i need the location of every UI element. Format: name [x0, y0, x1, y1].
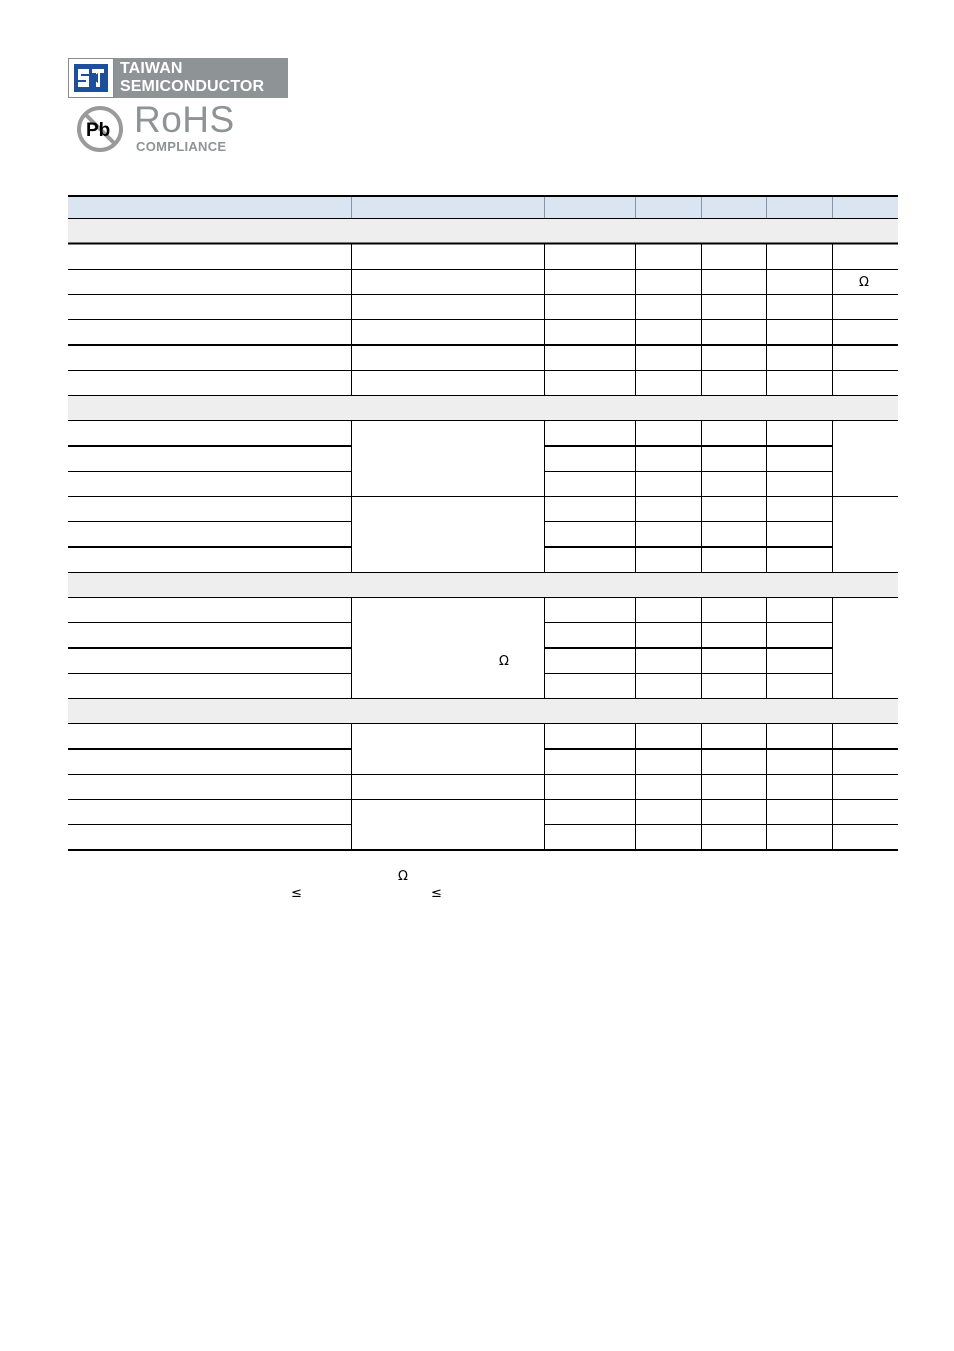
note-ohm-symbol: Ω	[398, 869, 408, 884]
table-grid	[68, 195, 898, 851]
note-le-symbol-1: ≤	[291, 886, 302, 901]
company-name-line1: TAIWAN	[120, 60, 183, 77]
company-name-line2: SEMICONDUCTOR	[120, 78, 265, 95]
company-name	[114, 58, 288, 98]
rohs-title: RoHS	[134, 99, 235, 140]
ts-mark-svg	[69, 59, 113, 97]
electrical-characteristics-table	[68, 195, 898, 851]
ts-logo-icon	[68, 58, 114, 98]
rohs-subtitle: COMPLIANCE	[136, 139, 227, 154]
section-row-4	[68, 699, 898, 723]
unit-ohm-symbol: Ω	[859, 275, 869, 290]
section-row-2	[68, 396, 898, 420]
company-logo	[68, 58, 288, 98]
note-le-symbol-2: ≤	[431, 886, 442, 901]
section-row-3	[68, 573, 898, 597]
pb-free-icon	[76, 104, 124, 152]
rohs-compliance-badge	[76, 99, 246, 156]
table-header-row	[68, 197, 898, 218]
condition-ohm-symbol: Ω	[499, 654, 509, 669]
pb-label: Pb	[86, 120, 111, 141]
section-row-1	[68, 219, 898, 243]
